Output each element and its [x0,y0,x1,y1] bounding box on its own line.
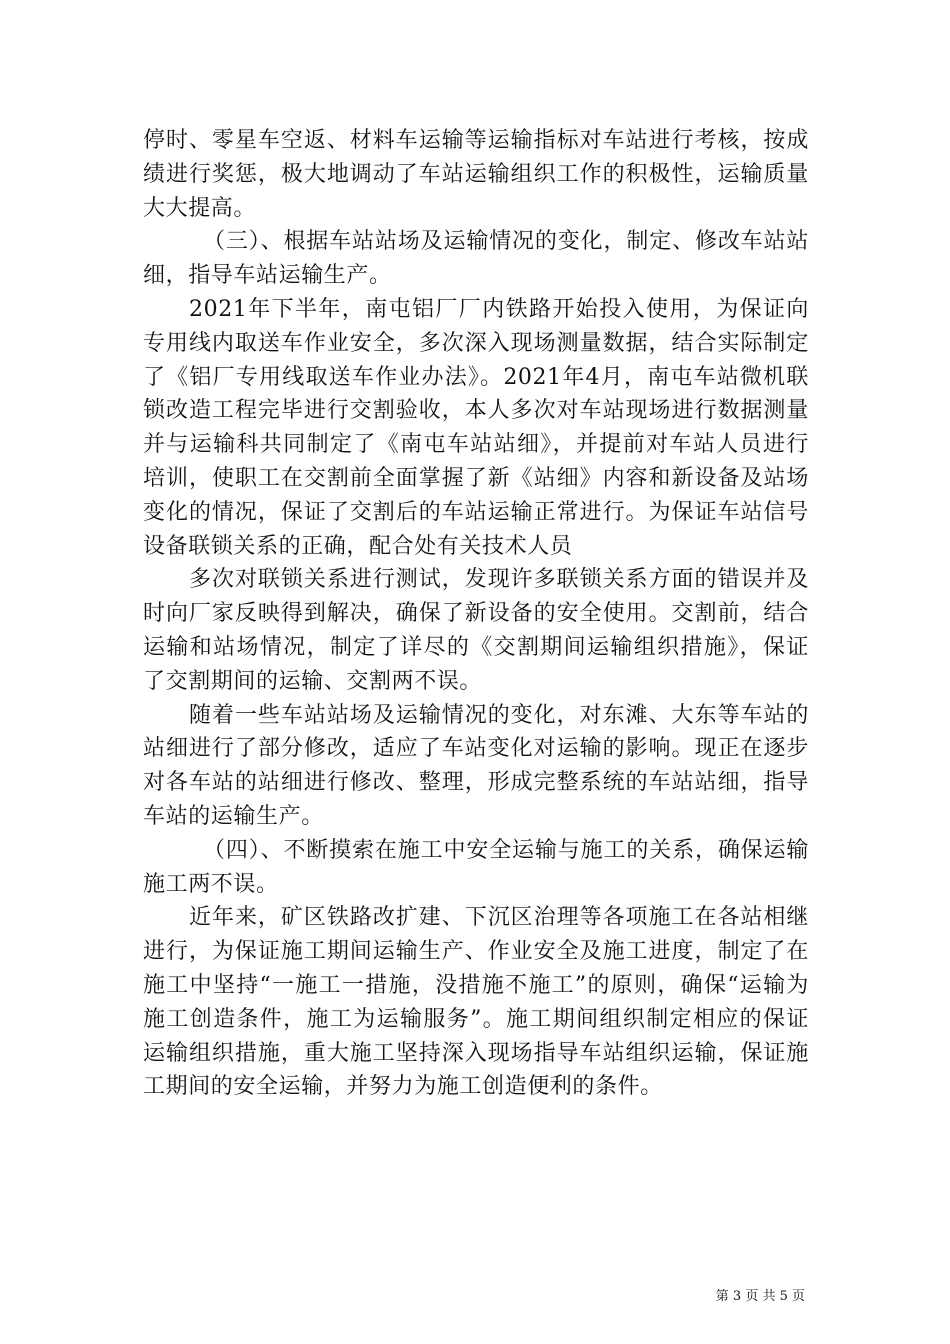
section-heading-four: （四）、不断摸索在施工中安全运输与施工的关系，确保运输施工两不误。 [143,837,809,897]
paragraph-continuation: 停时、零星车空返、材料车运输等运输指标对车站进行考核，按成绩进行奖惩，极大地调动了车站运输组织工作的积极性，运输质量大大提高。 [143,128,809,221]
section-heading-three: （三）、根据车站站场及运输情况的变化，制定、修改车站站细，指导车站运输生产。 [143,229,809,289]
page-number-footer: 第 3 页 共 5 页 [715,1289,805,1304]
paragraph: 随着一些车站站场及运输情况的变化，对东滩、大东等车站的站细进行了部分修改，适应了车站变化对运输的影响。现正在逐步对各车站的站细进行修改、整理，形成完整系统的车站站细，指导车站的运输生产。 [143,702,809,829]
document-body [143,124,809,1104]
paragraph: 2021年下半年，南屯铝厂厂内铁路开始投入使用，为保证向专用线内取送车作业安全，多次深入现场测量数据，结合实际制定了《铝厂专用线取送车作业办法》。2021年4月，南屯车站微机联锁改造工程完毕进行交割验收，本人多次对车站现场进行数据测量并与运输科共同制定了《南屯车站站细》，并提前对车站人员进行培训，使职工在交割前全面掌握了新《站细》内容和新设备及站场变化的情况，保证了交割后的车站运输正常进行。为保证车站信号设备联锁关系的正确，配合处有关技术人员 [143,296,809,559]
paragraph: 多次对联锁关系进行测试，发现许多联锁关系方面的错误并及时向厂家反映得到解决，确保了新设备的安全使用。交割前，结合运输和站场情况，制定了详尽的《交割期间运输组织措施》，保证了交割期间的运输、交割两不误。 [143,567,809,694]
paragraph: 近年来，矿区铁路改扩建、下沉区治理等各项施工在各站相继进行，为保证施工期间运输生产、作业安全及施工进度，制定了在施工中坚持“一施工一措施，没措施不施工”的原则，确保“运输为施工创造条件，施工为运输服务”。施工期间组织制定相应的保证运输组织措施，重大施工坚持深入现场指导车站组织运输，保证施工期间的安全运输，并努力为施工创造便利的条件。 [143,905,809,1100]
